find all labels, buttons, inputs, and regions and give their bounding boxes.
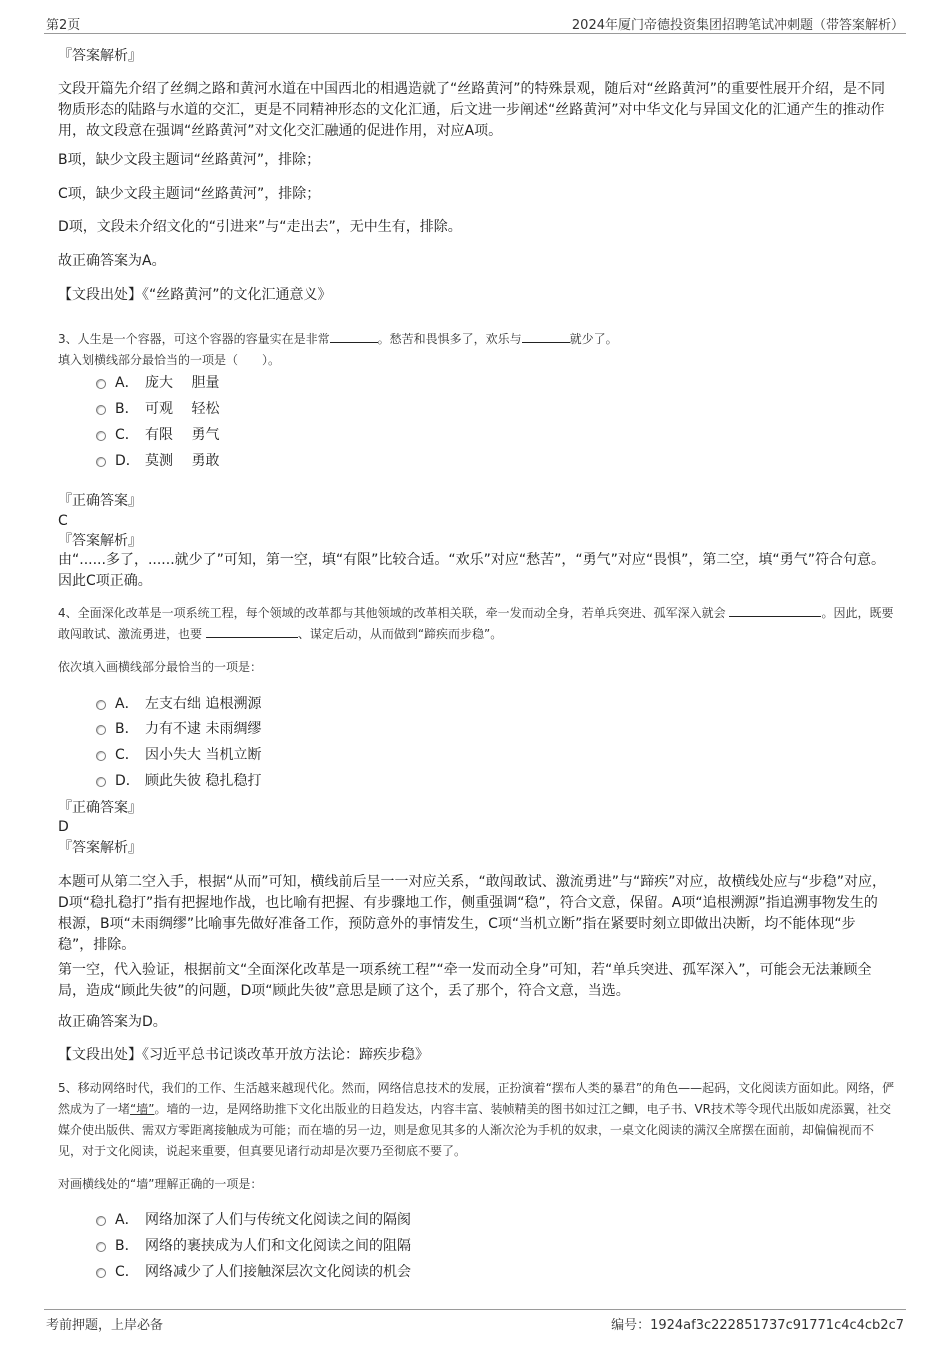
- radio-button[interactable]: [96, 405, 106, 415]
- radio-button[interactable]: [96, 1268, 106, 1278]
- q2-option-c-note: C项，缺少文段主题词“丝路黄河”，排除；: [58, 186, 321, 202]
- radio-button[interactable]: [96, 725, 106, 735]
- blank-line: [729, 604, 821, 617]
- q4-source: 【文段出处】《习近平总书记谈改革开放方法论：蹄疾步稳》: [58, 1047, 429, 1063]
- document-title: 2024年厦门帝德投资集团招聘笔试冲刺题（带答案解析）: [571, 18, 904, 33]
- q2-option-b-note: B项，缺少文段主题词“丝路黄河”，排除；: [58, 152, 321, 168]
- q2-analysis-paragraph: 文段开篇先介绍了丝绸之路和黄河水道在中国西北的相遇造就了“丝路黄河”的特殊景观，随后对“丝路黄河”的重要性展开介绍，是不同物质形态的陆路与水道的交汇，更是不同精神形态的文化汇通，后文进一步阐述“丝路黄河”对中华文化与异国文化的汇通产生的推动作用，故文段意在强调“丝路黄河”对文化交汇融通的促进作用，对应A项。: [58, 81, 886, 139]
- radio-button[interactable]: [96, 431, 106, 441]
- q2-analysis-label: 『答案解析』: [58, 48, 142, 64]
- radio-button[interactable]: [96, 379, 106, 389]
- q3-prompt: 填入划横线部分最恰当的一项是（ ）。: [58, 353, 281, 367]
- footer-code: 编号：1924af3c222851737c91771c4c4cb2c7: [611, 1318, 904, 1333]
- q4-stem: 4、全面深化改革是一项系统工程，每个领域的改革都与其他领域的改革相关联，牵一发而动全身，若单兵突进、孤军深入就会 。因此，既要敢闯敢试、激流勇进，也要 、谋定后动，从而做到“蹄疾而步稳”。: [58, 606, 894, 641]
- blank-line: [206, 625, 298, 638]
- q4-prompt: 依次填入画横线部分最恰当的一项是：: [58, 660, 263, 674]
- q4-analysis-paragraph-1: 本题可从第二空入手，根据“从而”可知，横线前后呈一一对应关系，“敢闯敢试、激流勇进”与“蹄疾”对应，故横线处应与“步稳”对应，D项“稳扎稳打”指有把握地作战，也比喻有把握、有步骤地工作，侧重强调“稳”，符合文意，保留。A项“追根溯源”指追溯事物发生的根源，B项“未雨绸缪”比喻事先做好准备工作，预防意外的事情发生，C项“当机立断”指在紧要时刻立即做出决断，均不能体现“步稳”，排除。: [58, 874, 887, 953]
- page-number: 第2页: [46, 18, 81, 33]
- radio-button[interactable]: [96, 1242, 106, 1252]
- q3-analysis-label: 『答案解析』: [58, 533, 142, 549]
- q2-conclusion: 故正确答案为A。: [58, 253, 166, 269]
- radio-button[interactable]: [96, 777, 106, 787]
- q5-prompt: 对画横线处的“墙”理解正确的一项是：: [58, 1177, 263, 1191]
- blank-line: [522, 330, 570, 343]
- q4-conclusion: 故正确答案为D。: [58, 1014, 167, 1030]
- q2-option-d-note: D项，文段未介绍文化的“引进来”与“走出去”，无中生有，排除。: [58, 219, 462, 235]
- blank-line: [330, 330, 378, 343]
- q3-stem: 3、人生是一个容器，可这个容器的容量实在是非常 。愁苦和畏惧多了，欢乐与 就少了。: [58, 332, 618, 346]
- underlined-wall-word: “墙”: [130, 1102, 155, 1116]
- q5-stem: 5、移动网络时代，我们的工作、生活越来越现代化。然而，网络信息技术的发展，正扮演着“摆布人类的暴君”的角色——起码，文化阅读方面如此。网络，俨然成为了一堵“墙”。墙的一边，是网络助推下文化出版业的日趋发达，内容丰富、装帧精美的图书如过江之鲫，电子书、VR技术等令现代出版如虎添翼，社交媒介使出版供、需双方零距离接触成为可能；而在墙的另一边，则是愈见其多的人渐次沦为手机的奴隶，一桌文化阅读的满汉全席摆在面前，却偏偏视而不见，对于文化阅读，说起来重要，但真要见诸行动却是次要乃至彻底不要了。: [58, 1081, 895, 1158]
- radio-button[interactable]: [96, 700, 106, 710]
- q2-source: 【文段出处】《“丝路黄河”的文化汇通意义》: [58, 287, 332, 303]
- q3-answer: C: [58, 513, 68, 529]
- radio-button[interactable]: [96, 457, 106, 467]
- header-divider: [44, 33, 906, 34]
- radio-button[interactable]: [96, 1216, 106, 1226]
- radio-button[interactable]: [96, 751, 106, 761]
- q4-analysis-label: 『答案解析』: [58, 840, 142, 856]
- q4-answer: D: [58, 819, 69, 835]
- q4-analysis-paragraph-2: 第一空，代入验证，根据前文“全面深化改革是一项系统工程”“牵一发而动全身”可知，若“单兵突进、孤军深入”，可能会无法兼顾全局，造成“顾此失彼”的问题，D项“顾此失彼”意思是顾了这个，丢了那个，符合文意，当选。: [58, 962, 872, 999]
- q4-answer-label: 『正确答案』: [58, 800, 142, 816]
- footer-divider: [44, 1309, 906, 1310]
- q3-answer-label: 『正确答案』: [58, 493, 142, 509]
- q3-analysis: 由“......多了，......就少了”可知，第一空，填“有限”比较合适。“欢乐”对应“愁苦”，“勇气”对应“畏惧”，第二空，填“勇气”符合句意。因此C项正确。: [58, 552, 885, 589]
- footer-slogan: 考前押题，上岸必备: [46, 1318, 164, 1333]
